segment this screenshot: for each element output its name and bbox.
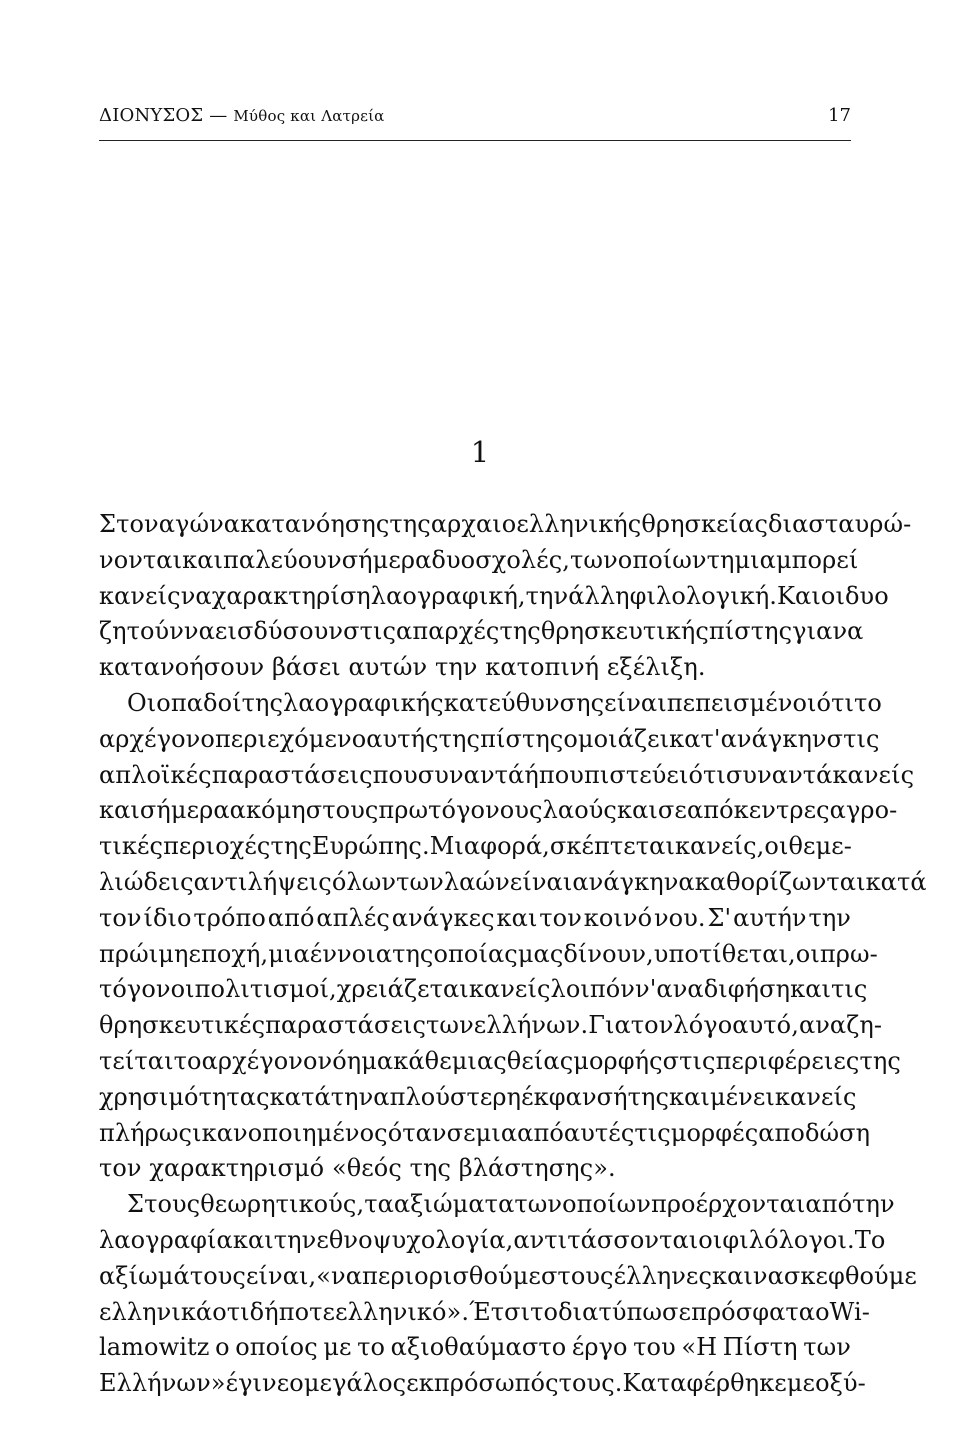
text-line: τικές περιοχές της Ευρώπης. Μια φορά, σκέπτεται κανείς, οι θεμε- [99,832,853,861]
text-line: Στους θεωρητικούς, τα αξιώματα των οποίων προέρχονται από την [127,1190,895,1219]
text-line: λαογραφία και την εθνοψυχολογία, αντιτάσσονται οι φιλόλογοι. Το [99,1225,886,1254]
text-line: lamowitz ο οποίος με το αξιοθαύμαστο έργο του «Η Πίστη των [99,1333,851,1362]
page-number: 17 [828,105,851,126]
text-line: νονται και παλεύουν σήμερα δυο σχολές, των οποίων τη μια μπορεί [99,545,859,574]
text-line: απλοϊκές παραστάσεις που συναντά ή που πιστεύει ότι συναντά κανείς [99,760,915,789]
text-line: πλήρως ικανοποιημένος όταν σε μια από αυτές τις μορφές αποδώση [99,1118,871,1147]
text-line: τον ίδιο τρόπο από απλές ανάγκες και τον κοινό νου. Σ' αυτήν την [99,903,851,932]
text-line: τόγονοι πολιτισμοί, χρειάζεται κανείς λοιπόν ν' αναδιφήση και τις [99,975,868,1004]
chapter-number: 1 [470,435,490,469]
text-line: και σήμερα ακόμη στους πρωτόγονους λαούς και σε απόκεντρες αγρο- [99,796,898,825]
text-line: κατανοήσουν βάσει αυτών την κατοπινή εξέλιξη. [99,653,706,682]
text-line: πρώιμη εποχή, μια έννοια της οποίας μας δίνουν, υποτίθεται, οι πρω- [99,939,878,968]
running-header [99,104,851,141]
text-line: θρησκευτικές παραστάσεις των ελλήνων. Για τον λόγο αυτό, αναζη- [99,1011,883,1040]
text-line: Ελλήνων» έγινε ο μεγάλος εκπρόσωπός τους. Καταφέρθηκε με οξύ- [99,1369,866,1398]
text-line: αρχέγονο περιεχόμενο αυτής της πίστης ομοιάζει κατ' ανάγκην στις [99,724,880,753]
book-title [99,104,384,128]
text-line: λιώδεις αντιλήψεις όλων των λαών είναι ανάγκη να καθορίζωνται κατά [99,867,927,896]
book-subtitle: Μύθος και Λατρεία [233,107,385,125]
text-line: αξίωμά τους είναι, «να περιορισθούμε στους έλληνες και να σκεφθούμε [99,1261,917,1290]
text-line: ζητούν να εισδύσουν στις απαρχές της θρησκευτικής πίστης για να [99,617,864,646]
text-line: χρησιμότητας κατά την απλούστερη έκφανσή της και μένει κανείς [99,1082,857,1111]
text-line: κανείς να χαρακτηρίση λαογραφική, την άλλη φιλολογική. Και οι δυο [99,581,889,610]
text-line: Στον αγώνα κατανόησης της αρχαιοελληνικής θρησκείας διασταυρώ- [99,510,912,538]
book-title-main: ΔΙΟΝΥΣΟΣ — [99,105,234,126]
text-line: Οι οπαδοί της λαογραφικής κατεύθυνσης είναι πεπεισμένοι ότι το [127,688,882,717]
body-text [99,507,927,1402]
text-line: τον χαρακτηρισμό «θεός της βλάστησης». [99,1154,616,1183]
text-line: τείται το αρχέγονο νόημα κάθε μιας θείας μορφής στις περιφέρειες της [99,1046,901,1075]
text-line: ελληνικά οτιδήποτε ελληνικό». Έτσι το διατύπωσε πρόσφατα ο Wi- [99,1297,870,1326]
